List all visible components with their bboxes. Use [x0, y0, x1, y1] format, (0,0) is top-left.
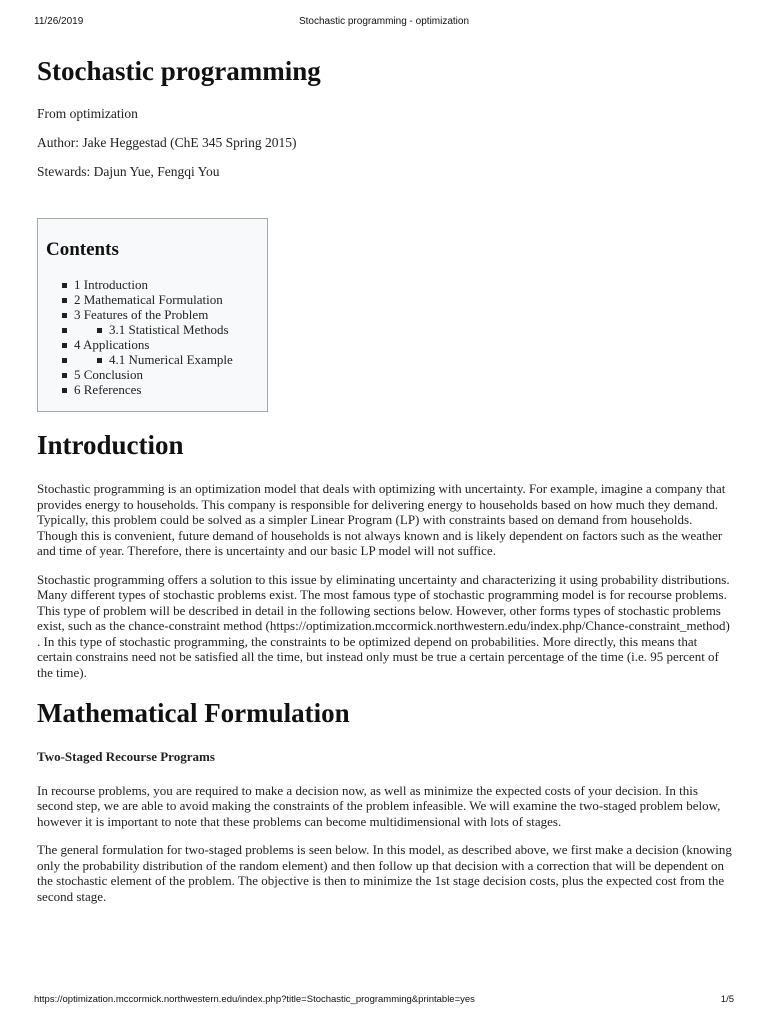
- section-heading-introduction: Introduction: [37, 430, 184, 460]
- article-content: [37, 50, 734, 917]
- formulation-paragraph-2: The general formulation for two-staged problems is seen below. In this model, as described above, we first make a decision (knowing only the probability distribution of the random element) and then follow up that decision with a correction that will be dependent on the stochastic element of the problem. The objective is then to minimize the 1st stage decision costs, plus the expected cost from the second stage.: [37, 842, 732, 904]
- toc-item-applications[interactable]: 4 Applications: [74, 337, 267, 352]
- print-header: [0, 16, 768, 30]
- introduction-paragraph-2: Stochastic programming offers a solution to this issue by eliminating uncertainty and characterizing it using probability distributions. Many different types of stochastic problems exist. The most famous type of stochastic programming model is for recourse problems. This type of problem will be described in detail in the following sections below. However, other forms types of stochastic problems exist, such as the chance-constraint method (https://optimization.mccormick.northwestern.edu/index.php/Chance-constraint_method) . In this type of stochastic programming, the constraints to be optimized depend on probabilities. More directly, this means that certain constrains need not be satisfied all the time, but instead only must be true a certain percentage of the time (i.e. 95 percent of the time).: [37, 571, 730, 680]
- print-date: 11/26/2019: [34, 16, 84, 27]
- print-page-title: Stochastic programming - optimization: [298, 16, 470, 27]
- toc-list: [46, 277, 267, 397]
- print-footer: [0, 994, 768, 1008]
- toc-heading: Contents: [46, 239, 119, 260]
- formulation-paragraph-1: In recourse problems, you are required to make a decision now, as well as minimize the expected costs of your decision. In this second step, we are able to avoid making the constraints of the problem infeasible. We will examine the two-staged problem below, however it is important to note that these problems can become multidimensional with lots of stages.: [37, 782, 721, 829]
- article-stewards: Stewards: Dajun Yue, Fengqi You: [37, 164, 220, 179]
- page-title: Stochastic programming: [37, 56, 321, 86]
- toc-item-statistical-methods[interactable]: 3.1 Statistical Methods: [109, 322, 267, 337]
- toc-item-numerical-example[interactable]: 4.1 Numerical Example: [109, 352, 267, 367]
- introduction-paragraph-1: Stochastic programming is an optimization model that deals with optimizing with uncertainty. For example, imagine a company that provides energy to households. This company is responsible for delivering energy to households based on how much they demand. Typically, this problem could be solved as a simpler Linear Program (LP) with constraints based on demand from households. Though this is convenient, future demand of households is not always known and is likely dependent on factors such as the weather and time of year. Therefore, there is uncertainty and our basic LP model will not suffice.: [37, 481, 726, 558]
- toc-item-references[interactable]: 6 References: [74, 382, 267, 397]
- article-author: Author: Jake Heggestad (ChE 345 Spring 2015): [37, 135, 297, 150]
- toc-item-introduction[interactable]: 1 Introduction: [74, 277, 267, 292]
- subsection-heading-two-staged: Two-Staged Recourse Programs: [37, 749, 215, 764]
- page-number: 1/5: [720, 994, 734, 1005]
- toc-sublist: [74, 352, 267, 367]
- toc-sublist: [74, 322, 267, 337]
- print-url: https://optimization.mccormick.northwestern.edu/index.php?title=Stochastic_programming&printable=yes: [34, 994, 475, 1005]
- toc-sublist-wrapper: [74, 352, 267, 367]
- toc-item-mathematical-formulation[interactable]: 2 Mathematical Formulation: [74, 292, 267, 307]
- section-heading-mathematical-formulation: Mathematical Formulation: [37, 698, 350, 728]
- table-of-contents: [37, 218, 268, 412]
- toc-item-conclusion[interactable]: 5 Conclusion: [74, 367, 267, 382]
- toc-sublist-wrapper: [74, 322, 267, 337]
- article-source: From optimization: [37, 106, 138, 121]
- toc-item-features[interactable]: 3 Features of the Problem: [74, 307, 267, 322]
